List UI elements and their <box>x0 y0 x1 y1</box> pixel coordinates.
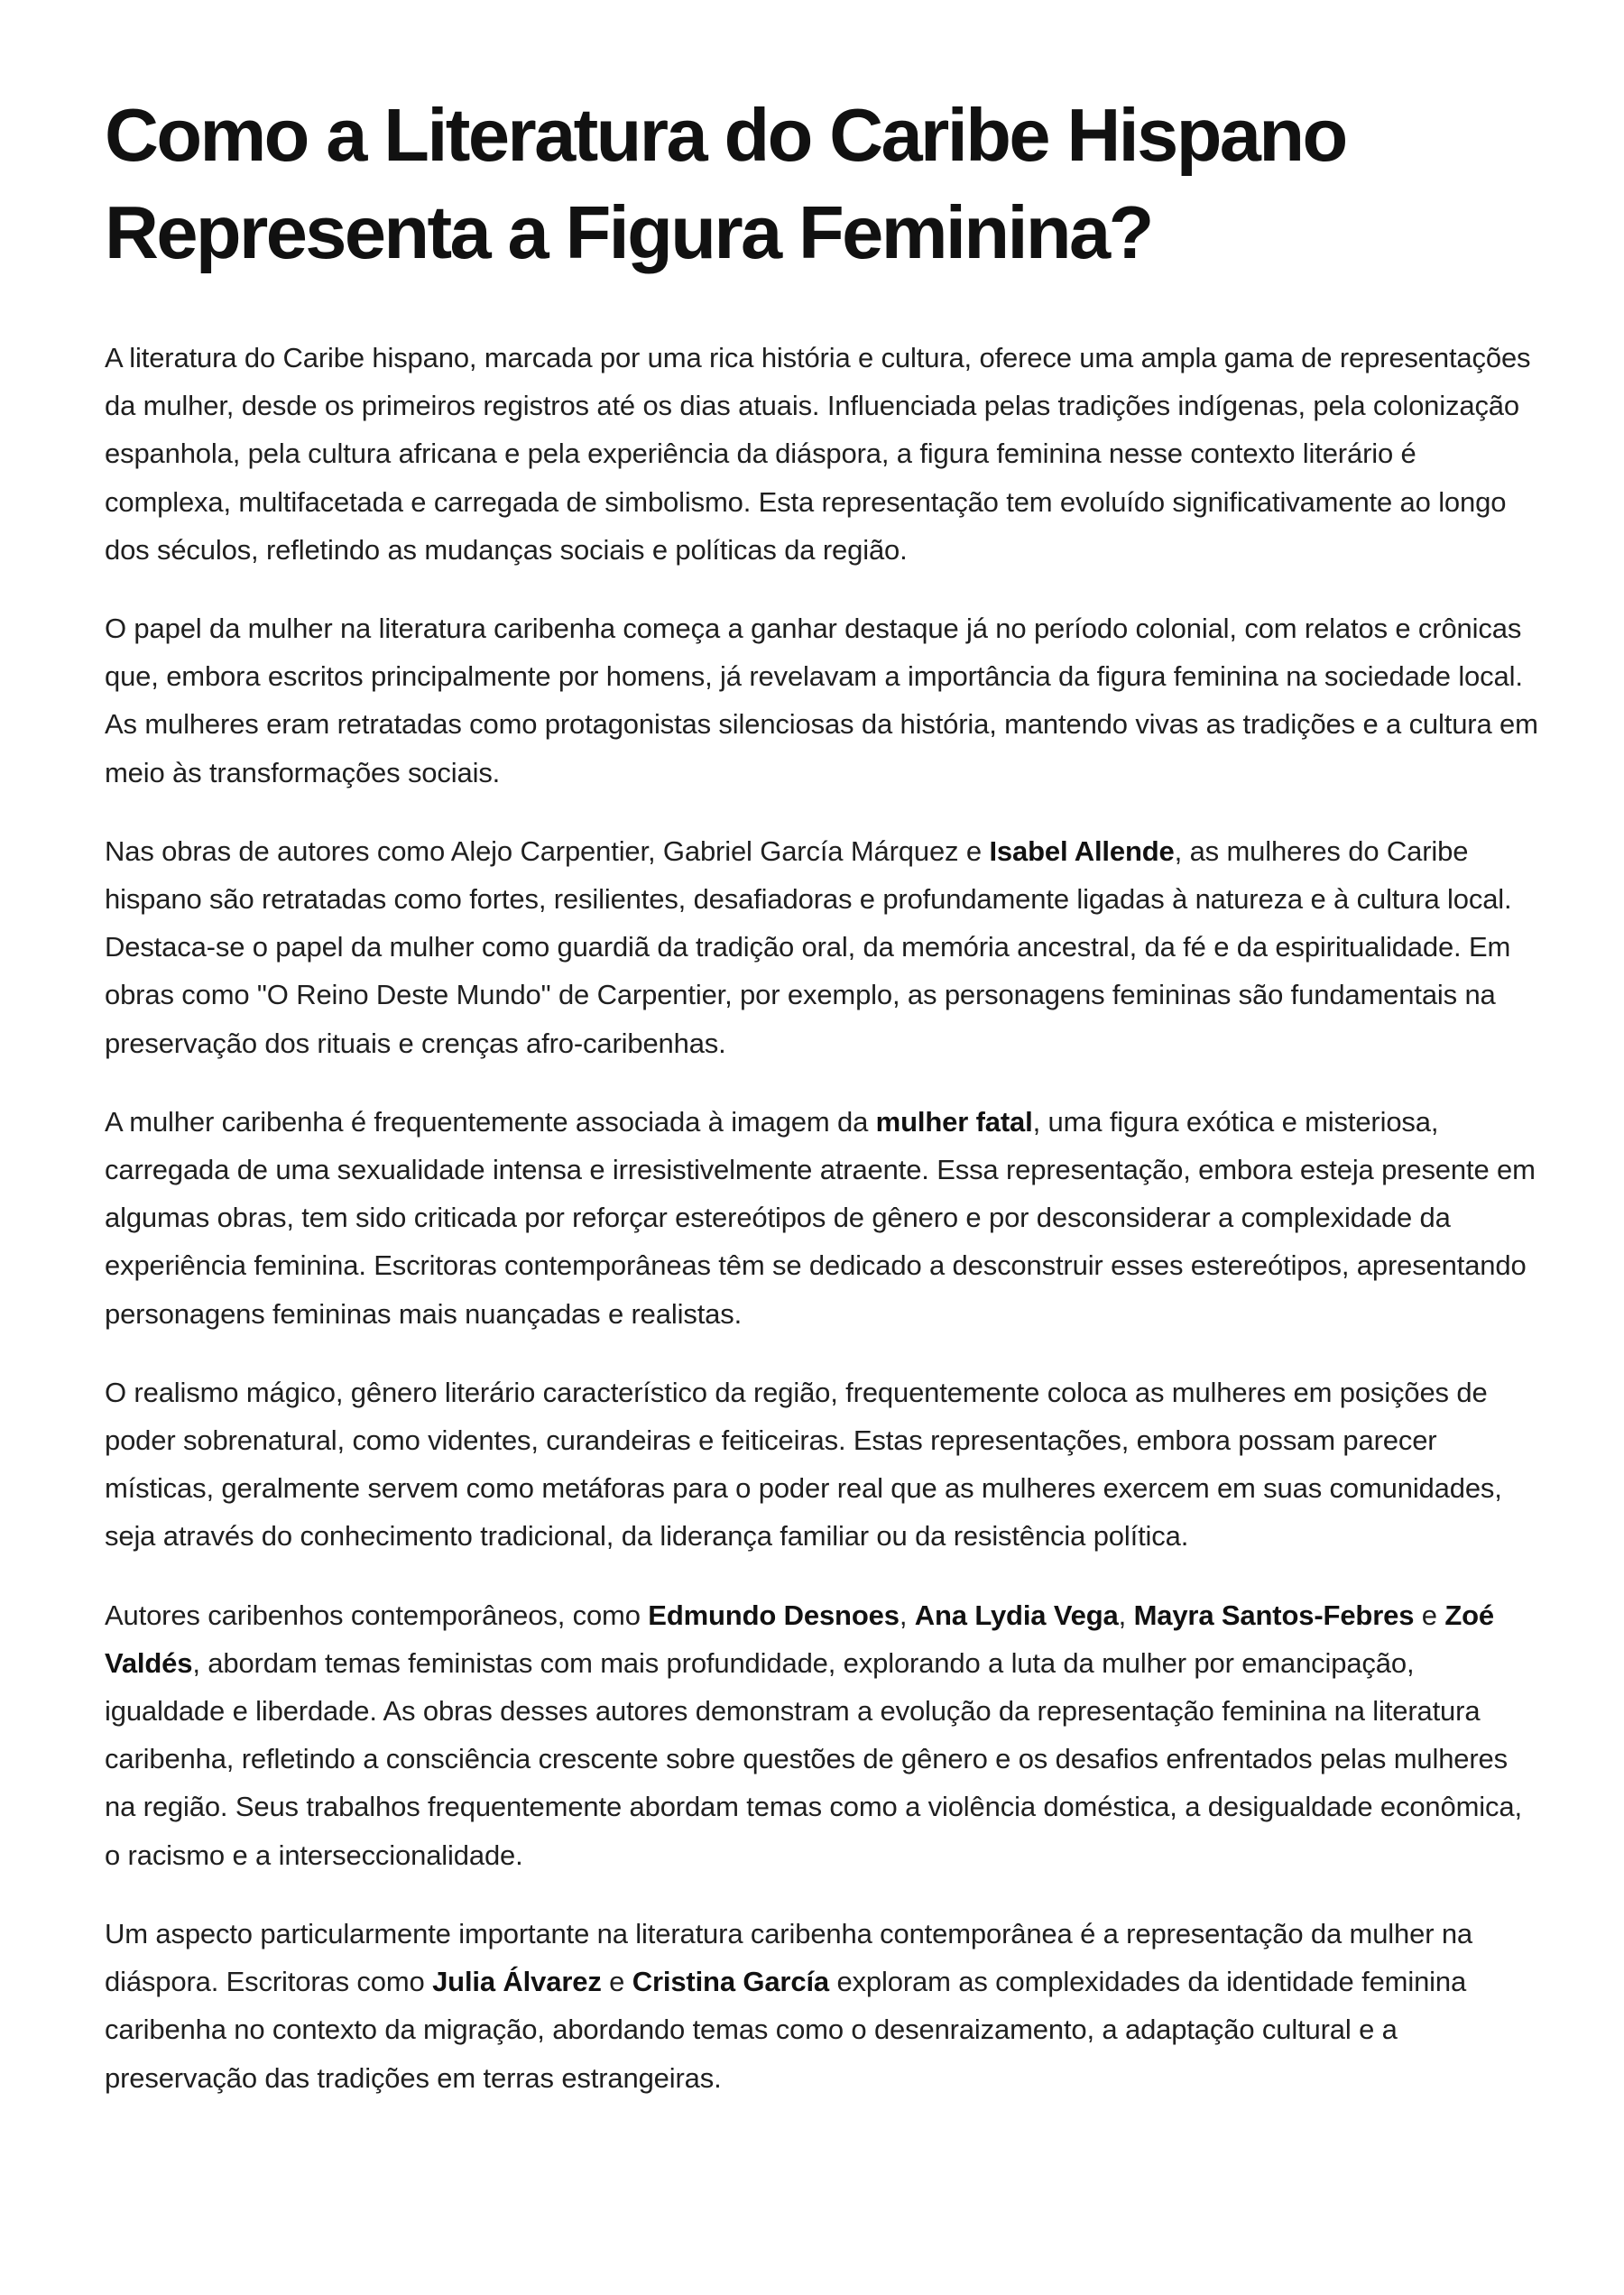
paragraph-contemporary-authors <box>105 1591 1539 1879</box>
text-run: exploram as complexidades da identidade feminina caribenha no contexto da migração, abordando temas como o desenraizamento, a adaptação cultural e a preservação das tradições em terras estrangeiras. <box>105 1966 1467 2094</box>
author-name-mayra-santos-febres: Mayra Santos-Febres <box>1133 1599 1415 1631</box>
author-name-isabel-allende: Isabel Allende <box>989 834 1175 867</box>
text-run: Nas obras de autores como Alejo Carpentier, Gabriel García Márquez e <box>105 834 990 867</box>
text-run: , as mulheres do Caribe hispano são retratadas como fortes, resilientes, desafiadoras e profundamente ligadas à natureza e à cultura local. Destaca-se o papel da mulher como guardiã da tradição oral, da memória ancestral, da fé e da espiritualidade. Em obras como "O Reino Deste Mundo" de Carpentier, por exemplo, as personagens femininas são fundamentais na preservação dos rituais e crenças afro-caribenhas. <box>105 834 1512 1059</box>
text-run: e <box>601 1966 632 1998</box>
text-run: , <box>899 1599 915 1631</box>
author-name-ana-lydia-vega: Ana Lydia Vega <box>914 1599 1119 1631</box>
text-run: Um aspecto particularmente importante na literatura caribenha contemporânea é a representação da mulher na diáspora. Escritoras como <box>105 1917 1473 1998</box>
article <box>105 87 1539 2133</box>
author-name-zoe-valdes: Zoé Valdés <box>105 1599 1494 1679</box>
author-name-julia-alvarez: Julia Álvarez <box>432 1966 602 1998</box>
paragraph-realismo-magico: O realismo mágico, gênero literário característico da região, frequentemente coloca as mulheres em posições de poder sobrenatural, como videntes, curandeiras e feiticeiras. Estas representações, embora possam parecer místicas, geralmente servem como metáforas para o poder real que as mulheres exercem em suas comunidades, seja através do conhecimento tradicional, da liderança familiar ou da resistência política. <box>105 1376 1502 1553</box>
author-name-edmundo-desnoes: Edmundo Desnoes <box>648 1599 900 1631</box>
text-run: , abordam temas feministas com mais profundidade, explorando a luta da mulher por emancipação, igualdade e liberdade. As obras desses autores demonstram a evolução da representação feminina na literatura caribenha, refletindo a consciência crescente sobre questões de gênero e os desafios enfrentados pelas mulheres na região. Seus trabalhos frequentemente abordam temas como a violência doméstica, a desigualdade econômica, o racismo e a interseccionalidade. <box>105 1646 1522 1871</box>
term-mulher-fatal: mulher fatal <box>875 1105 1033 1138</box>
paragraph-diaspora <box>105 1910 1539 2102</box>
text-run: e <box>1414 1599 1445 1631</box>
paragraph-authors <box>105 827 1539 1067</box>
text-run: , uma figura exótica e misteriosa, carregada de uma sexualidade intensa e irresistivelmente atraente. Essa representação, embora esteja presente em algumas obras, tem sido criticada por reforçar estereótipos de gênero e por desconsiderar a complexidade da experiência feminina. Escritoras contemporâneas têm se dedicado a desconstruir esses estereótipos, apresentando personagens femininas mais nuançadas e realistas. <box>105 1105 1536 1330</box>
paragraph-colonial: O papel da mulher na literatura caribenha começa a ganhar destaque já no período colonial, com relatos e crônicas que, embora escritos principalmente por homens, já revelavam a importância da figura feminina na sociedade local. As mulheres eram retratadas como protagonistas silenciosas da história, mantendo vivas as tradições e a cultura em meio às transformações sociais. <box>105 613 1538 788</box>
article-title: Como a Literatura do Caribe Hispano Representa a Figura Feminina? <box>105 93 1346 274</box>
paragraph-intro: A literatura do Caribe hispano, marcada por uma rica história e cultura, oferece uma ampla gama de representações da mulher, desde os primeiros registros até os dias atuais. Influenciada pelas tradições indígenas, pela colonização espanhola, pela cultura africana e pela experiência da diáspora, a figura feminina nesse contexto literário é complexa, multifacetada e carregada de simbolismo. Esta representação tem evoluído significativamente ao longo dos séculos, refletindo as mudanças sociais e políticas da região. <box>105 342 1531 566</box>
paragraph-mulher-fatal <box>105 1098 1539 1338</box>
text-run: A mulher caribenha é frequentemente associada à imagem da <box>105 1105 876 1138</box>
text-run: , <box>1118 1599 1134 1631</box>
text-run: Autores caribenhos contemporâneos, como <box>105 1599 649 1631</box>
author-name-cristina-garcia: Cristina García <box>632 1966 829 1998</box>
